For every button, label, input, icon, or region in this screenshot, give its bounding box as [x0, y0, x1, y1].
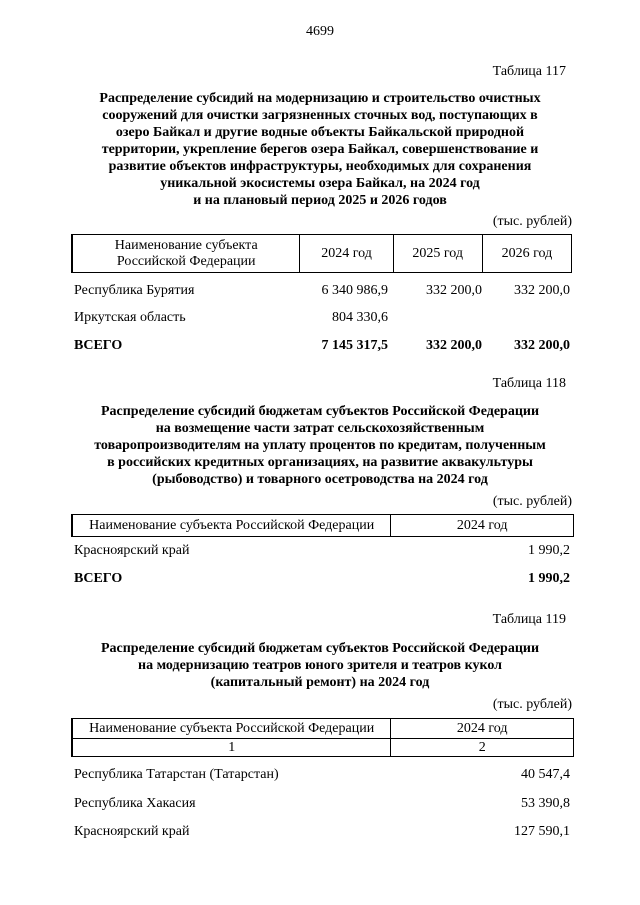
- title-line: товаропроизводителям на уплату процентов по кредитам, полученным: [94, 438, 546, 453]
- row-name: Республика Татарстан (Татарстан): [74, 767, 279, 782]
- table-119-unit: (тыс. рублей): [492, 697, 572, 712]
- table-117-header: [71, 234, 572, 273]
- header-subject: Наименование субъекта Российской Федерации: [72, 515, 391, 537]
- header-col-number-2: 2: [391, 739, 574, 757]
- row-name: Красноярский край: [74, 543, 190, 558]
- total-2024: 1 990,2: [528, 571, 570, 586]
- header-2025: 2025 год: [393, 235, 482, 273]
- title-line: озеро Байкал и другие водные объекты Байкальской природной: [115, 125, 525, 140]
- title-line: территории, укрепление берегов озера Байкал, совершенствование и: [101, 142, 539, 157]
- row-2024: 53 390,8: [521, 796, 570, 811]
- row-2025: 332 200,0: [426, 283, 482, 298]
- table-118-unit: (тыс. рублей): [492, 494, 572, 509]
- table-118-header: [71, 514, 574, 537]
- table-row: [74, 543, 570, 561]
- page-number: 4699: [306, 24, 334, 39]
- row-2024: 804 330,6: [332, 310, 388, 325]
- header-subject-line: Российской Федерации: [116, 253, 256, 269]
- table-117-title: [66, 90, 574, 209]
- title-line: на возмещение части затрат сельскохозяйственным: [155, 421, 485, 436]
- header-subject: Наименование субъекта Российской Федерации: [72, 719, 391, 739]
- header-2024: 2024 год: [300, 235, 393, 273]
- header-2024: 2024 год: [391, 719, 574, 739]
- header-2026: 2026 год: [482, 235, 571, 273]
- table-117-label: Таблица 117: [492, 64, 566, 79]
- table-118-title: [66, 403, 574, 488]
- title-line: в российских кредитных организациях, на развитие аквакультуры: [107, 455, 533, 470]
- title-line: уникальной экосистемы озера Байкал, на 2024 год: [160, 176, 480, 191]
- header-subject-line: Наименование субъекта: [114, 237, 258, 253]
- title-line: Распределение субсидий бюджетам субъектов Российской Федерации: [100, 404, 540, 419]
- table-row: [74, 767, 570, 785]
- row-2024: 40 547,4: [521, 767, 570, 782]
- title-line: (рыбоводство) и товарного осетроводства на 2024 год: [152, 472, 488, 487]
- table-119-header: [71, 718, 574, 757]
- table-row: [74, 283, 570, 301]
- table-row: [74, 796, 570, 814]
- row-2024: 1 990,2: [528, 543, 570, 558]
- title-line: Распределение субсидий на модернизацию и строительство очистных: [99, 91, 541, 106]
- total-2026: 332 200,0: [514, 338, 570, 353]
- title-line: развитие объектов инфраструктуры, необходимых для сохранения: [108, 159, 532, 174]
- table-119-title: [66, 640, 574, 691]
- table-119-label: Таблица 119: [492, 612, 566, 627]
- title-line: Распределение субсидий бюджетам субъектов Российской Федерации: [100, 641, 540, 656]
- row-2024: 127 590,1: [514, 824, 570, 839]
- table-row: [74, 824, 570, 842]
- row-name: Иркутская область: [74, 310, 186, 325]
- table-118-label: Таблица 118: [492, 376, 566, 391]
- row-name: Республика Бурятия: [74, 283, 195, 298]
- row-name: Красноярский край: [74, 824, 190, 839]
- total-label: ВСЕГО: [74, 338, 123, 353]
- total-2025: 332 200,0: [426, 338, 482, 353]
- title-line: и на плановый период 2025 и 2026 годов: [193, 193, 447, 208]
- table-row: [74, 310, 570, 328]
- title-line: на модернизацию театров юного зрителя и театров кукол: [138, 658, 502, 673]
- header-col-number-1: 1: [72, 739, 391, 757]
- title-line: сооружений для очистки загрязненных сточных вод, поступающих в: [102, 108, 538, 123]
- table-total-row: [74, 571, 570, 589]
- table-117-unit: (тыс. рублей): [492, 214, 572, 229]
- row-2024: 6 340 986,9: [321, 283, 388, 298]
- header-2024: 2024 год: [391, 515, 574, 537]
- total-label: ВСЕГО: [74, 571, 123, 586]
- row-2026: 332 200,0: [514, 283, 570, 298]
- table-total-row: [74, 338, 570, 356]
- row-name: Республика Хакасия: [74, 796, 196, 811]
- header-subject: [72, 235, 300, 273]
- total-2024: 7 145 317,5: [321, 338, 388, 353]
- title-line: (капитальный ремонт) на 2024 год: [210, 675, 430, 690]
